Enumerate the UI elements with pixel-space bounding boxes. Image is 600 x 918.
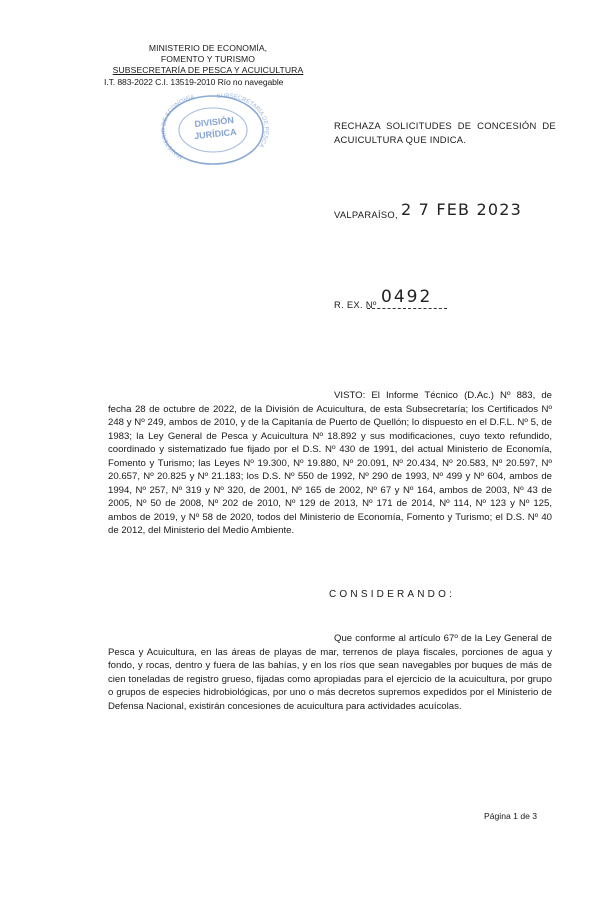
stamp-ring-text: MINISTERIO DE ECONOMÍA (161, 94, 196, 160)
svg-text:MINISTERIO DE ECONOMÍA (161, 95, 195, 160)
subsecretaria-line: SUBSECRETARÍA DE PESCA Y ACUICULTURA (112, 65, 304, 76)
resolution-number: 0492 (381, 287, 433, 307)
page-number: Página 1 de 3 (484, 811, 538, 821)
letterhead (104, 43, 308, 88)
date-stamp: 2 7 FEB 2023 (401, 200, 523, 219)
ministry-line: MINISTERIO DE ECONOMÍA, (148, 43, 268, 53)
resolution-number-underline (367, 308, 447, 309)
visto-paragraph: VISTO: El Informe Técnico (D.Ac.) Nº 883, de fecha 28 de octubre de 2022, de la División de Acuicultura, de esta Subsecretaría; los Certificados Nº 248 y Nº 249, ambos de 2010, y de la Capitanía de Puerto de Quellón; lo dispuesto en el D.F.L. Nº 5, de 1983; la Ley General de Pesca y Acuicultura Nº 18.892 y sus modificaciones, cuyo texto refundido, coordinado y sistematizado fue fijado por el D.S. Nº 430 de 1991, del actual Ministerio de Economía, Fomento y Turismo; las Leyes Nº 19.300, Nº 19.880, Nº 20.091, Nº 20.434, Nº 20.583, Nº 20.597, Nº 20.657, Nº 20.825 y Nº 21.183; los D.S. Nº 550 de 1992, Nº 290 de 1993, Nº 499 y Nº 604, ambos de 1994, Nº 257, Nº 319 y Nº 320, de 2001, Nº 165 de 2002, Nº 67 y Nº 164, ambos de 2003, Nº 43 de 2005, Nº 50 de 2008, Nº 202 de 2010, Nº 129 de 2013, Nº 171 de 2014, Nº 114, Nº 123 y Nº 125, ambos de 2019, y Nº 58 de 2020, todos del Ministerio de Economía, Fomento y Turismo; el D.S. Nº 40 de 2012, del Ministerio del Medio Ambiente. (108, 390, 552, 536)
considerando-heading: CONSIDERANDO: (329, 589, 456, 600)
ministry-line-2: FOMENTO Y TURISMO (160, 54, 256, 65)
considerando-paragraph-1: Que conforme al artículo 67º de la Ley General de Pesca y Acuicultura, en las áreas de playas de mar, terrenos de playa fiscales, porciones de agua y fondo, y rocas, dentro y fuera de las bahías, y en los ríos que sean navegables por buques de más de cien toneladas de registro grueso, fijadas como apropiadas para el ejercicio de la acuicultura, por grupo o grupos de especies hidrobiológicas, por uno o más decretos supremos expedidos por el Ministerio de Defensa Nacional, existirán concesiones de acuicultura para actividades acuícolas. (108, 633, 552, 712)
resolution-subject: RECHAZA SOLICITUDES DE CONCESIÓN DE ACUICULTURA QUE INDICA. (334, 120, 556, 145)
resolution-number-label: R. EX. Nº (334, 299, 377, 310)
place-label: VALPARAÍSO, (334, 209, 398, 220)
stamp-ring-text-right: SUBSECRETARÍA DE PESCA (216, 93, 269, 149)
reference-line: I.T. 883-2022 C.I. 13519-2010 Río no navegable (104, 76, 284, 87)
stamp-division-text: DIVISIÓN (193, 115, 235, 130)
division-juridica-stamp (155, 92, 271, 168)
stamp-juridica-text: JURÍDICA (193, 126, 238, 142)
